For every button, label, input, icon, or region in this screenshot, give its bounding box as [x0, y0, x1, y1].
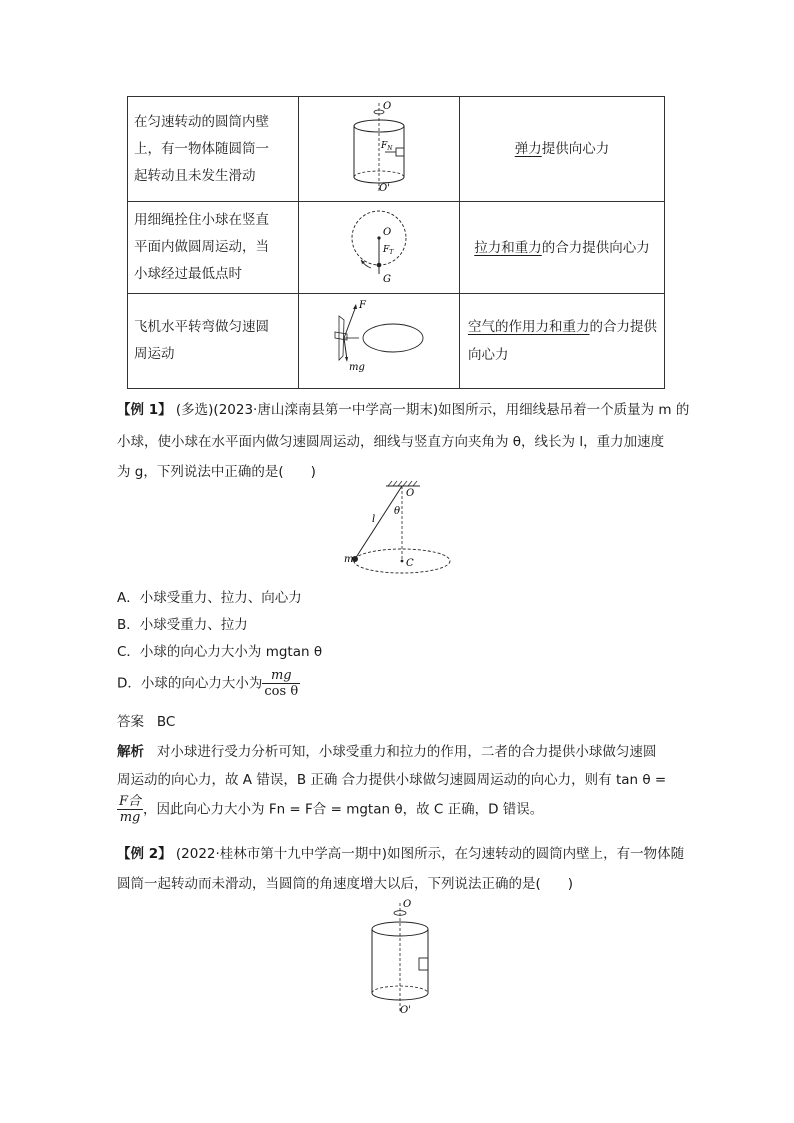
- fraction-numerator: F合: [119, 794, 142, 809]
- desc-line: 起转动且未发生滑动: [134, 167, 256, 184]
- fraction-numerator: mg: [262, 668, 300, 684]
- analysis-label: 解析: [117, 744, 144, 760]
- row1-answer: [460, 97, 665, 202]
- desc-line: 在匀速转动的圆筒内壁: [134, 113, 269, 130]
- rotating-cylinder-figure: [350, 895, 450, 1020]
- axis-top-label: O: [403, 899, 412, 910]
- length-label: l: [372, 514, 376, 525]
- option-a[interactable]: A．小球受重力、拉力、向心力: [117, 590, 302, 606]
- example1-line2: 小球，使小球在水平面内做匀速圆周运动，细线与竖直方向夹角为 θ，线长为 l，重力加速度: [117, 434, 665, 450]
- example1-stem: (多选)(2023·唐山滦南县第一中学高一期末)如图所示，用细线悬吊着一个质量为 m 的: [175, 402, 690, 418]
- row2-description: [128, 202, 299, 294]
- answer-text: 的合力提供: [589, 319, 657, 335]
- airplane-figure-cell: [299, 294, 460, 389]
- option-d-fraction: [262, 668, 300, 699]
- tension-label: $F_T$: [383, 245, 394, 256]
- example2-tag: 【例 2】: [117, 846, 172, 862]
- table-row: [128, 97, 665, 202]
- mass-label: m: [344, 554, 354, 565]
- normal-force-label: $F_N$: [381, 141, 393, 152]
- example2-line2: 圆筒一起转动而未滑动，当圆筒的角速度增大以后，下列说法正确的是( ): [117, 876, 574, 892]
- example2-line1: [117, 842, 684, 862]
- example2-stem: (2022·桂林市第十九中学高一期中)如图所示，在匀速转动的圆筒内壁上，有一物体随: [175, 846, 685, 862]
- fraction-denominator: mg: [119, 810, 141, 825]
- answer-text-line2: 向心力: [468, 347, 509, 363]
- vertical-circle-diagram: [299, 202, 459, 289]
- airplane-turn-diagram: [299, 294, 459, 384]
- option-d-prefix: D．小球的向心力大小为: [117, 675, 263, 692]
- axis-top-label: O: [383, 101, 392, 112]
- answer-value: BC: [156, 714, 176, 730]
- weight-label: mg: [349, 362, 365, 373]
- option-c[interactable]: C．小球的向心力大小为 mgtan θ: [117, 644, 323, 660]
- table-row: [128, 294, 665, 389]
- center-c-label: C: [406, 558, 414, 569]
- example1-analysis-line3: [117, 794, 543, 825]
- option-b[interactable]: B．小球受重力、拉力: [117, 617, 248, 633]
- desc-line: 周运动: [134, 346, 175, 362]
- axis-bottom-label: O': [379, 183, 390, 194]
- example1-analysis-line2: 周运动的向心力，故 A 错误，B 正确 合力提供小球做匀速圆周运动的向心力，则有 tan θ =: [117, 772, 667, 788]
- answer-text: 提供向心力: [541, 141, 610, 157]
- answer-label: 答案: [117, 714, 144, 730]
- row3-description: [128, 294, 299, 389]
- desc-line: 用细绳拴住小球在竖直: [134, 212, 269, 228]
- answer-text: 的合力提供向心力: [541, 239, 650, 256]
- analysis-fraction: [117, 794, 143, 825]
- force-source-table: [127, 96, 665, 389]
- airplane-icon: [339, 316, 344, 360]
- desc-line: 上，有一物体随圆筒一: [134, 140, 269, 157]
- axis-bottom-label: O': [400, 1005, 411, 1016]
- answer-underlined: 弹力: [514, 141, 542, 157]
- conical-pendulum-figure: [336, 478, 476, 578]
- example1-answer: [117, 710, 175, 730]
- vertical-circle-figure-cell: [299, 202, 460, 294]
- block-on-wall: [419, 958, 428, 970]
- table-row: [128, 202, 665, 294]
- example1-tag: 【例 1】: [117, 402, 172, 418]
- desc-line: 小球经过最低点时: [134, 266, 242, 282]
- angle-label: θ: [394, 506, 401, 517]
- center-label: O: [383, 227, 392, 238]
- desc-line: 平面内做圆周运动，当: [134, 239, 269, 255]
- example1-line1: [117, 398, 689, 418]
- row3-answer: [460, 294, 665, 389]
- gravity-label: G: [383, 274, 391, 285]
- analysis-text: 对小球进行受力分析可知，小球受重力和拉力的作用，二者的合力提供小球做匀速圆: [156, 744, 657, 760]
- example1-line3: 为 g，下列说法中正确的是( ): [117, 464, 316, 480]
- row1-description: [128, 97, 299, 202]
- lift-label: F: [359, 300, 366, 311]
- analysis-text: ，因此向心力大小为 Fn = F合 = mgtan θ，故 C 正确，D 错误。: [143, 801, 544, 818]
- answer-underlined: 空气的作用力和重力: [468, 319, 590, 335]
- option-d[interactable]: [117, 668, 300, 699]
- pivot-label: O: [406, 488, 415, 499]
- desc-line: 飞机水平转弯做匀速圆: [134, 319, 269, 335]
- example1-analysis-line1: [117, 740, 656, 760]
- row2-answer: [460, 202, 665, 294]
- cylinder-figure-cell: [299, 97, 460, 202]
- cylinder-diagram: [299, 97, 459, 197]
- answer-underlined: 拉力和重力: [474, 239, 542, 256]
- fraction-denominator: cos θ: [264, 684, 299, 699]
